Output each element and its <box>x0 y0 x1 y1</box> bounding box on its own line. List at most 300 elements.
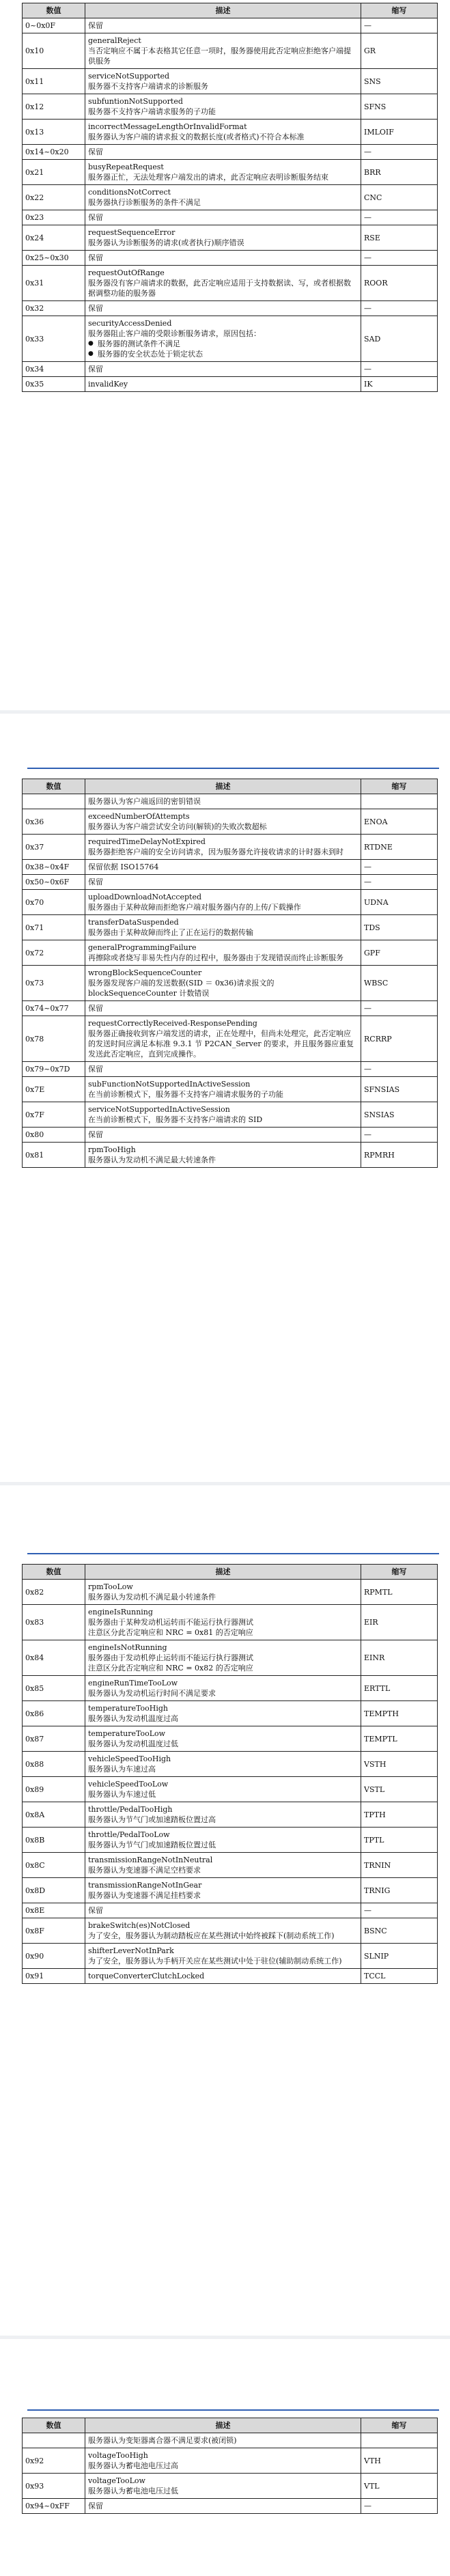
table-row <box>23 1752 438 1777</box>
nrc-description-cell <box>85 2474 361 2499</box>
nrc-description-cell <box>85 1016 361 1062</box>
nrc-abbreviation: IK <box>361 377 438 392</box>
header-abbreviation: 缩写 <box>361 2418 438 2433</box>
nrc-description-cell <box>85 1726 361 1752</box>
nrc-description-cell <box>85 915 361 940</box>
nrc-description: 服务器正忙，无法处理客户端发出的请求，此否定响应表明诊断服务结束 <box>88 173 328 182</box>
nrc-description-cell <box>85 1001 361 1016</box>
nrc-description-cell <box>85 266 361 301</box>
nrc-name: shifterLeverNotInPark <box>88 1946 174 1955</box>
nrc-name: generalProgrammingFailure <box>88 943 197 952</box>
table-row <box>23 94 438 120</box>
nrc-description-cell <box>85 1128 361 1143</box>
table-row <box>23 940 438 966</box>
nrc-abbreviation: — <box>361 1128 438 1143</box>
nrc-name: 保留 <box>88 2502 103 2510</box>
header-description: 描述 <box>85 779 361 794</box>
table-row <box>23 160 438 185</box>
nrc-description-cell <box>85 301 361 316</box>
table-row <box>23 1016 438 1062</box>
nrc-name: engineIsRunning <box>88 1608 153 1616</box>
nrc-abbreviation: RCRRP <box>361 1016 438 1062</box>
nrc-value: 0x90 <box>23 1944 85 1969</box>
nrc-description-cell <box>85 1605 361 1640</box>
nrc-value: 0x31 <box>23 266 85 301</box>
nrc-description: 服务器执行诊断服务的条件不满足 <box>88 198 201 207</box>
nrc-name: wrongBlockSequenceCounter <box>88 968 202 977</box>
nrc-name: subfuntionNotSupported <box>88 97 183 106</box>
nrc-description-cell <box>85 316 361 362</box>
nrc-value: 0x23 <box>23 210 85 225</box>
nrc-description: 服务器认为客户端尝试安全访问(解锁)的失败次数超标 <box>88 822 267 831</box>
nrc-description: 服务器由于某种故障而拒绝客户端对服务器内存的上传/下载操作 <box>88 903 301 912</box>
table-header-row <box>23 3 438 18</box>
nrc-name: voltageTooLow <box>88 2476 145 2485</box>
nrc-value: 0x80 <box>23 1128 85 1143</box>
nrc-value: 0x79~0x7D <box>23 1062 85 1077</box>
nrc-value: 0x74~0x77 <box>23 1001 85 1016</box>
nrc-abbreviation: ENOA <box>361 809 438 835</box>
nrc-value: 0x88 <box>23 1752 85 1777</box>
nrc-abbreviation: TDS <box>361 915 438 940</box>
page-divider <box>0 1482 450 1485</box>
nrc-description: 为了安全，服务器认为手柄开关应在某些测试中处于驻位(辅助制动系统工作) <box>88 1957 342 1965</box>
header-rule <box>27 768 439 769</box>
nrc-value: 0x11 <box>23 69 85 94</box>
nrc-value: 0x22 <box>23 185 85 210</box>
table-row <box>23 251 438 266</box>
nrc-value: 0x8C <box>23 1853 85 1878</box>
nrc-description: 注意区分此否定响应和 NRC = 0x81 的否定响应 <box>88 1628 253 1637</box>
nrc-name: subFunctionNotSupportedInActiveSession <box>88 1080 251 1089</box>
table-row <box>23 145 438 160</box>
nrc-name: requiredTimeDelayNotExpired <box>88 837 206 846</box>
nrc-abbreviation: ROOR <box>361 266 438 301</box>
nrc-description-cell <box>85 1853 361 1878</box>
nrc-value: 0x10 <box>23 33 85 69</box>
nrc-abbreviation: SFNSIAS <box>361 1077 438 1102</box>
nrc-name: conditionsNotCorrect <box>88 188 171 197</box>
nrc-value: 0x50~0x6F <box>23 875 85 890</box>
nrc-description-cell <box>85 1802 361 1828</box>
table-row <box>23 18 438 33</box>
nrc-abbreviation: TPTL <box>361 1828 438 1853</box>
table-header-row <box>23 779 438 794</box>
nrc-description: 服务器认为发动机温度过高 <box>88 1714 178 1723</box>
nrc-description-cell <box>85 362 361 377</box>
nrc-description-cell <box>85 1752 361 1777</box>
nrc-abbreviation: SLNIP <box>361 1944 438 1969</box>
header-abbreviation: 缩写 <box>361 1565 438 1580</box>
nrc-name: invalidKey <box>88 380 128 389</box>
nrc-description-cell <box>85 1828 361 1853</box>
nrc-abbreviation: EIR <box>361 1605 438 1640</box>
nrc-bullet: ● 服务器的安全状态处于锁定状态 <box>88 349 358 359</box>
nrc-description: 当否定响应不属于本表格其它任意一项时，服务器使用此否定响应拒绝客户端提供服务 <box>88 46 351 66</box>
nrc-value: 0x94~0xFF <box>23 2499 85 2514</box>
nrc-description-cell <box>85 890 361 915</box>
nrc-name: generalReject <box>88 36 141 45</box>
nrc-value: 0x78 <box>23 1016 85 1062</box>
nrc-description: 服务器认为蓄电池电压过低 <box>88 2487 178 2495</box>
nrc-name: throttle/PedalTooLow <box>88 1830 170 1839</box>
nrc-name: 保留 <box>88 304 103 313</box>
nrc-description: 服务器认为发动机运行时间不满足要求 <box>88 1689 216 1698</box>
nrc-description-cell <box>85 966 361 1001</box>
header-abbreviation: 缩写 <box>361 3 438 18</box>
table-row <box>23 794 438 809</box>
table-row <box>23 1143 438 1168</box>
table-row <box>23 185 438 210</box>
nrc-name: temperatureTooLow <box>88 1729 166 1738</box>
nrc-description-cell <box>85 1676 361 1701</box>
header-description: 描述 <box>85 2418 361 2433</box>
table-row <box>23 120 438 145</box>
nrc-name: rpmTooHigh <box>88 1145 136 1154</box>
table-row <box>23 2448 438 2474</box>
nrc-description: 服务器认为车速过低 <box>88 1790 156 1799</box>
nrc-description: 服务器认为变矩器离合器不满足要求(被闭锁) <box>88 2436 237 2445</box>
table-row <box>23 1102 438 1128</box>
nrc-name: 保留 <box>88 21 103 30</box>
nrc-description: 服务器认为客户端的请求报文的数据长度(或者格式)不符合本标准 <box>88 132 305 141</box>
nrc-abbreviation: — <box>361 251 438 266</box>
nrc-description: 服务器由于某种发动机运转而不能运行执行器测试 <box>88 1618 253 1627</box>
nrc-value: 0x82 <box>23 1580 85 1605</box>
nrc-abbreviation: — <box>361 210 438 225</box>
nrc-name: voltageTooHigh <box>88 2451 148 2460</box>
nrc-description-cell <box>85 145 361 160</box>
nrc-value: 0x84 <box>23 1640 85 1676</box>
nrc-description: 服务器阻止客户端的受限诊断服务请求，原因包括： <box>88 329 261 338</box>
table-row <box>23 1077 438 1102</box>
nrc-description: 服务器由于发动机停止运转而不能运行执行器测试 <box>88 1653 253 1662</box>
nrc-value: 0x13 <box>23 120 85 145</box>
nrc-abbreviation: EINR <box>361 1640 438 1676</box>
nrc-description-cell <box>85 794 361 809</box>
nrc-name: 保留 <box>88 1004 103 1013</box>
table-row <box>23 835 438 860</box>
nrc-description: 服务器认为变速器不满足空档要求 <box>88 1866 201 1875</box>
nrc-description-cell <box>85 120 361 145</box>
table-header-row <box>23 2418 438 2433</box>
nrc-description-cell <box>85 2448 361 2474</box>
table-row <box>23 966 438 1001</box>
nrc-abbreviation: RSE <box>361 225 438 251</box>
nrc-description-cell <box>85 185 361 210</box>
header-value: 数值 <box>23 2418 85 2433</box>
nrc-description-cell <box>85 1062 361 1077</box>
table-row <box>23 1640 438 1676</box>
nrc-description-cell <box>85 251 361 266</box>
nrc-value: 0x8D <box>23 1878 85 1903</box>
nrc-table-3 <box>22 1564 438 1984</box>
nrc-name: uploadDownloadNotAccepted <box>88 893 202 901</box>
nrc-abbreviation: SFNS <box>361 94 438 120</box>
nrc-name: 保留 <box>88 365 103 374</box>
nrc-abbreviation: RPMTL <box>361 1580 438 1605</box>
nrc-name: securityAccessDenied <box>88 319 172 328</box>
nrc-value: 0x34 <box>23 362 85 377</box>
table-row <box>23 1969 438 1984</box>
nrc-description-cell <box>85 1878 361 1903</box>
nrc-abbreviation: TEMPTH <box>361 1701 438 1726</box>
table-row <box>23 1605 438 1640</box>
nrc-description-cell <box>85 1969 361 1984</box>
nrc-abbreviation: — <box>361 18 438 33</box>
nrc-name: requestSequenceError <box>88 228 175 237</box>
nrc-description: 再擦除或者烧写非易失性内存的过程中，服务器由于发现错误而终止诊断服务 <box>88 953 343 962</box>
table-row <box>23 33 438 69</box>
nrc-value: 0x38~0x4F <box>23 860 85 875</box>
nrc-abbreviation: IMLOIF <box>361 120 438 145</box>
table-row <box>23 1802 438 1828</box>
table-row <box>23 266 438 301</box>
nrc-name: rpmTooLow <box>88 1582 133 1591</box>
nrc-value: 0~0x0F <box>23 18 85 33</box>
table-row <box>23 809 438 835</box>
table-row <box>23 1062 438 1077</box>
table-row <box>23 1726 438 1752</box>
nrc-description: 服务器认为车速过高 <box>88 1765 156 1774</box>
nrc-name: exceedNumberOfAttempts <box>88 812 190 821</box>
nrc-abbreviation: VSTH <box>361 1752 438 1777</box>
nrc-value: 0x8F <box>23 1918 85 1944</box>
header-abbreviation: 缩写 <box>361 779 438 794</box>
nrc-value: 0x89 <box>23 1777 85 1802</box>
header-rule <box>27 1553 439 1554</box>
nrc-description-cell <box>85 210 361 225</box>
nrc-abbreviation: BRR <box>361 160 438 185</box>
nrc-abbreviation: SNS <box>361 69 438 94</box>
nrc-name: 保留依据 ISO15764 <box>88 863 159 871</box>
nrc-description-cell <box>85 160 361 185</box>
table-row <box>23 2433 438 2448</box>
table-row <box>23 301 438 316</box>
nrc-abbreviation: VTH <box>361 2448 438 2474</box>
nrc-abbreviation: TPTH <box>361 1802 438 1828</box>
nrc-abbreviation: — <box>361 875 438 890</box>
nrc-description: 服务器认为客户端返回的密钥错误 <box>88 797 201 806</box>
table-row <box>23 210 438 225</box>
nrc-value: 0x72 <box>23 940 85 966</box>
nrc-bullet: ● 服务器的测试条件不满足 <box>88 339 358 349</box>
table-row <box>23 915 438 940</box>
nrc-description-cell <box>85 377 361 392</box>
page-divider <box>0 2336 450 2339</box>
nrc-abbreviation: WBSC <box>361 966 438 1001</box>
nrc-description-cell <box>85 1143 361 1168</box>
nrc-description-cell <box>85 225 361 251</box>
nrc-name: engineIsNotRunning <box>88 1643 167 1652</box>
nrc-name: throttle/PedalTooHigh <box>88 1805 173 1814</box>
table-row <box>23 1944 438 1969</box>
table-row <box>23 377 438 392</box>
nrc-value: 0x71 <box>23 915 85 940</box>
nrc-description: 服务器认为发动机不满足最小转速条件 <box>88 1593 216 1601</box>
nrc-description: 为了安全，服务器认为制动踏板应在某些测试中始终被踩下(制动系统工作) <box>88 1931 335 1940</box>
nrc-value: 0x32 <box>23 301 85 316</box>
nrc-name: 保留 <box>88 253 103 262</box>
nrc-description: 服务器正确接收到客户端发送的请求，正在处理中，但尚未处理完，此否定响应的发送时间应满足本标准 9.3.1 节 P2CAN_Server 的要求，并且服务器应重复发送此否定响应，直到完成操作。 <box>88 1029 354 1059</box>
nrc-description: 服务器发现客户端的发送数据(SID ＝ 0x36)请求报文的 blockSequenceCounter 计数错误 <box>88 979 275 998</box>
nrc-description: 注意区分此否定响应和 NRC = 0x82 的否定响应 <box>88 1664 253 1672</box>
nrc-value: 0x7E <box>23 1077 85 1102</box>
nrc-value: 0x83 <box>23 1605 85 1640</box>
nrc-description-cell <box>85 33 361 69</box>
table-row <box>23 1001 438 1016</box>
nrc-description-cell <box>85 860 361 875</box>
nrc-description-cell <box>85 940 361 966</box>
nrc-abbreviation <box>361 794 438 809</box>
header-value: 数值 <box>23 3 85 18</box>
header-description: 描述 <box>85 3 361 18</box>
nrc-name: 保留 <box>88 213 103 222</box>
table-row <box>23 225 438 251</box>
nrc-description: 服务器没有客户端请求的数据，此否定响应适用于支持数据读、写，或者根据数据调整功能的服务器 <box>88 279 351 298</box>
table-row <box>23 1903 438 1918</box>
nrc-value: 0x85 <box>23 1676 85 1701</box>
nrc-name: busyRepeatRequest <box>88 163 164 171</box>
table-row <box>23 1701 438 1726</box>
nrc-name: transmissionRangeNotInGear <box>88 1881 202 1890</box>
nrc-value <box>23 794 85 809</box>
nrc-name: brakeSwitch(es)NotClosed <box>88 1921 191 1930</box>
table-row <box>23 890 438 915</box>
nrc-abbreviation: VSTL <box>361 1777 438 1802</box>
nrc-abbreviation: TCCL <box>361 1969 438 1984</box>
nrc-description-cell <box>85 94 361 120</box>
nrc-name: vehicleSpeedTooHigh <box>88 1754 171 1763</box>
nrc-name: 保留 <box>88 1065 103 1074</box>
nrc-value: 0x12 <box>23 94 85 120</box>
nrc-table-1 <box>22 3 438 392</box>
nrc-abbreviation: GR <box>361 33 438 69</box>
nrc-name: requestOutOfRange <box>88 268 165 277</box>
nrc-value: 0x92 <box>23 2448 85 2474</box>
nrc-value: 0x87 <box>23 1726 85 1752</box>
nrc-abbreviation: SNSIAS <box>361 1102 438 1128</box>
table-row <box>23 860 438 875</box>
nrc-value: 0x7F <box>23 1102 85 1128</box>
nrc-value: 0x70 <box>23 890 85 915</box>
nrc-name: engineRunTimeTooLow <box>88 1679 178 1688</box>
table-row <box>23 2474 438 2499</box>
nrc-abbreviation: SAD <box>361 316 438 362</box>
nrc-name: serviceNotSupportedInActiveSession <box>88 1105 230 1114</box>
nrc-value: 0x33 <box>23 316 85 362</box>
nrc-value: 0x25~0x30 <box>23 251 85 266</box>
nrc-value: 0x35 <box>23 377 85 392</box>
nrc-abbreviation: — <box>361 860 438 875</box>
nrc-abbreviation: RPMRH <box>361 1143 438 1168</box>
nrc-description: 服务器认为蓄电池电压过高 <box>88 2461 178 2470</box>
nrc-abbreviation: — <box>361 1001 438 1016</box>
nrc-value <box>23 2433 85 2448</box>
nrc-value: 0x37 <box>23 835 85 860</box>
nrc-abbreviation: RTDNE <box>361 835 438 860</box>
table-row <box>23 1918 438 1944</box>
nrc-description: 服务器由于某种故障而终止了正在运行的数据传输 <box>88 928 253 937</box>
nrc-name: transferDataSuspended <box>88 918 179 927</box>
table-row <box>23 1777 438 1802</box>
nrc-abbreviation: UDNA <box>361 890 438 915</box>
nrc-name: serviceNotSupported <box>88 72 170 81</box>
nrc-name: transmissionRangeNotInNeutral <box>88 1856 213 1864</box>
nrc-value: 0x86 <box>23 1701 85 1726</box>
nrc-value: 0x93 <box>23 2474 85 2499</box>
nrc-abbreviation: — <box>361 301 438 316</box>
nrc-description: 服务器认为节气门或加速踏板位置过高 <box>88 1815 216 1824</box>
header-value: 数值 <box>23 779 85 794</box>
nrc-abbreviation: TRNIN <box>361 1853 438 1878</box>
nrc-name: temperatureTooHigh <box>88 1704 168 1713</box>
nrc-abbreviation: TRNIG <box>361 1878 438 1903</box>
header-rule <box>27 2409 439 2411</box>
nrc-description: 服务器不支持客户端请求服务的子功能 <box>88 107 216 116</box>
nrc-abbreviation <box>361 2433 438 2448</box>
nrc-value: 0x8B <box>23 1828 85 1853</box>
table-row <box>23 1676 438 1701</box>
nrc-description: 服务器认为诊断服务的请求(或者执行)顺序错误 <box>88 238 244 247</box>
nrc-abbreviation: CNC <box>361 185 438 210</box>
table-row <box>23 316 438 362</box>
nrc-value: 0x21 <box>23 160 85 185</box>
nrc-description-cell <box>85 69 361 94</box>
nrc-description-cell <box>85 1903 361 1918</box>
nrc-value: 0x8E <box>23 1903 85 1918</box>
nrc-table-4 <box>22 2418 438 2514</box>
nrc-description-cell <box>85 18 361 33</box>
nrc-description-cell <box>85 875 361 890</box>
page-divider <box>0 710 450 714</box>
nrc-value: 0x91 <box>23 1969 85 1984</box>
table-row <box>23 1828 438 1853</box>
nrc-abbreviation: — <box>361 1903 438 1918</box>
nrc-name: 保留 <box>88 1906 103 1915</box>
nrc-name: 保留 <box>88 1130 103 1139</box>
nrc-description: 服务器认为变速器不满足挂档要求 <box>88 1891 201 1900</box>
nrc-name: requestCorrectlyReceived-ResponsePending <box>88 1019 257 1028</box>
nrc-abbreviation: TEMPTL <box>361 1726 438 1752</box>
nrc-description-cell <box>85 1701 361 1726</box>
nrc-description: 服务器认为发动机不满足最大转速条件 <box>88 1156 216 1164</box>
header-description: 描述 <box>85 1565 361 1580</box>
nrc-name: 保留 <box>88 148 103 156</box>
nrc-value: 0x73 <box>23 966 85 1001</box>
nrc-value: 0x8A <box>23 1802 85 1828</box>
header-value: 数值 <box>23 1565 85 1580</box>
nrc-name: incorrectMessageLengthOrInvalidFormat <box>88 122 247 131</box>
table-row <box>23 2499 438 2514</box>
nrc-name: 保留 <box>88 878 103 886</box>
table-row <box>23 1128 438 1143</box>
nrc-description-cell <box>85 1102 361 1128</box>
table-row <box>23 1853 438 1878</box>
nrc-description: 服务器认为节气门或加速踏板位置过低 <box>88 1840 216 1849</box>
nrc-description-cell <box>85 1777 361 1802</box>
nrc-abbreviation: GPF <box>361 940 438 966</box>
table-header-row <box>23 1565 438 1580</box>
nrc-description: 服务器拒绝客户端的安全访问请求，因为服务器允许接收请求的计时器未到时 <box>88 848 343 856</box>
nrc-value: 0x81 <box>23 1143 85 1168</box>
nrc-abbreviation: ERTTL <box>361 1676 438 1701</box>
nrc-table-2 <box>22 779 438 1168</box>
nrc-abbreviation: — <box>361 1062 438 1077</box>
nrc-description: 在当前诊断模式下，服务器不支持客户端请求服务的子功能 <box>88 1090 283 1099</box>
nrc-description-cell <box>85 1918 361 1944</box>
nrc-description-cell <box>85 1944 361 1969</box>
